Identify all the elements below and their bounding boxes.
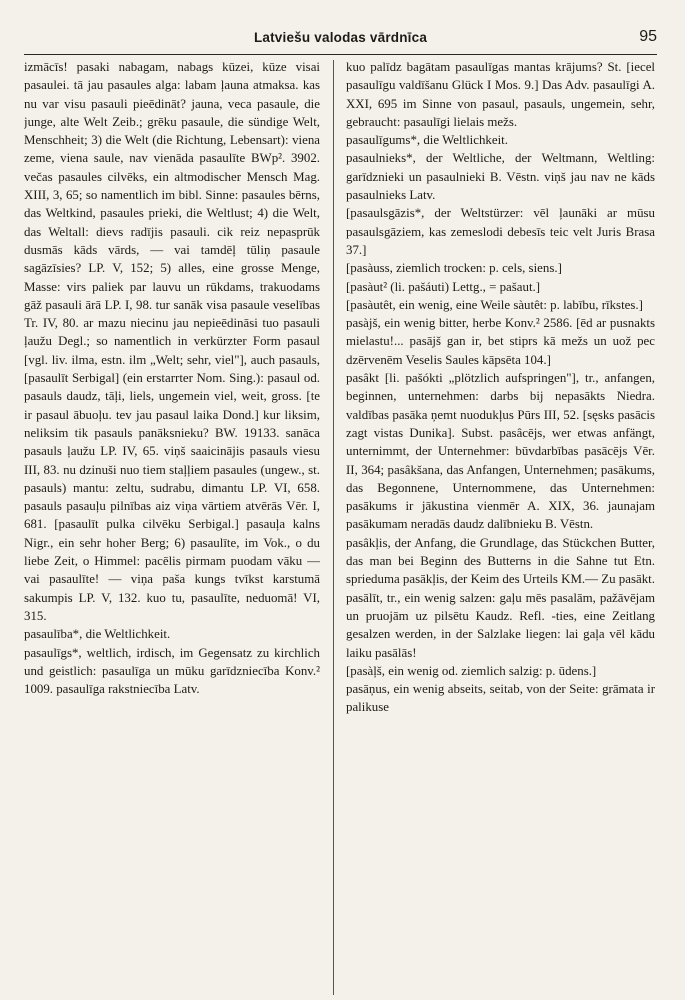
right-column [346, 58, 655, 988]
entry-pasalit: pasālīt, tr., ein wenig salzen: gaļu mēs pasalām, pažāvējam un pruojām uz pilsētu Kaudz. Refl. -ties, eine Zeitlang gesalzen werden, in der Salzlake liegen: lai gaļa vēl kādu laiku pasālās! [346, 590, 655, 660]
entry-pasaulsgazis: [pasaulsgāzis*, der Weltstürzer: vēl ļaunāki ar mūsu pasaulsgāziem, kas zemeslodi debesīs teic velt Juris Brasa 37.] [346, 206, 655, 257]
entry-pasaut: [pasàut² (li. pašáuti) Lettg., = pašaut.] [346, 279, 541, 294]
entry-pasautet: [pasàutêt, ein wenig, eine Weile sàutêt: p. labību, rīkstes.] [346, 297, 643, 312]
page-number: 95 [639, 28, 657, 45]
entry-pasauliba: pasaulība*, die Weltlichkeit. [24, 627, 171, 642]
entry-pasanus: pasāņus, ein wenig abseits, seitab, von der Seite: grāmata ir palikuse [346, 682, 655, 715]
entry-pasaulnieks: pasaulnieks*, der Weltliche, der Weltmann, Weltling: garīdznieki un pasaulnieki B. Vēstn. viņš jau nav ne kāds pasaulnieks Latv. [346, 151, 655, 203]
entry-pasauligs-continued: kuo palīdz bagātam pasaulīgas mantas krājums? St. [iecel pasaulīgu valdīšanu Glück I Mos. 9.] Das Adv. pasaulīgi A. XXI, 695 im Sinne von pasaul, pasauls, ungemein, sehr, gebraucht: pasaulīgi lielais mežs. [346, 60, 655, 129]
column-divider [333, 60, 334, 995]
entry-pasajs: pasàjš, ein wenig bitter, herbe Konv.² 2586. [ēd ar pusnakts mielastu!... pasājš gan ir, bet stiprs kā mežs un uož pec dzērvenēm Veselis Saules kāpsēta 104.] [346, 316, 655, 367]
running-title: Latviešu valodas vārdnīca [253, 30, 428, 45]
entry-pasaule-continued: izmācīs! pasaki nabagam, nabags kūzei, kūze visai pasaulei. tā jau pasaules alga: labam ļauna atmaksa. kas nu var visu pasauli pieēdināt? jauna, veca pasaule, die junge, alte Welt Zeib.; grēku pasaule, die sündige Welt, Menschheit; 3) die Welt (die Richtung, Lebensart): viena zeme, viena saule, nav vienāda pasaulīte BWp². 3902. večas pasaules cilvēks, ein altmodischer Mensch Mag. XIII, 3, 65; so namentlich im bibl. Sinne: pasaules bērns, das Weltkind, pasaules prieki, die Weltlust; 4) die Welt, das Weltall: dievs radījis pasauli. cik reiz nepasprūk dusmās kāds vārds, — vai tamdēļ tūliņ pasaule sagāzīsies? LP. V, 152; 5) alles, eine grosse Menge, Masse: virs paliek par lauvu un rūkdams, trakuodams gāž pasauli ārā LP. I, 98. tur sanāk visa pasaule veselības Tr. IV, 80. ar mazu niecinu jau nepieēdināsi tuo pasauli ļaužu Degl.; so namentlich in verkürzter Form pasaul [vgl. liv. ilma, estn. ilm „Welt; sehr, viel"], auch pasauls, [pasaulīt Serbigal] (ein erstarrter Nom. Sing.): pasaul od. pasauls daudz, tāļi, liels, ungemein viel, weit, gross. [te ir pasaul ābuoļu. tev jau pasaul laika Dond.] kur liksim, neliksim tik pasauls panāksnieku? BW. 19133. sanāca pasauls ļaužu LP. IV, 65. viņš saaicinājis pasauls viesu III, 83. nu dzinuši nuo tiem staļļiem pasaules (ungew., st. pasauls) mantu: zeltu, sudrabu, dimantu LP. VI, 658. pasauls pasauļu pilnības aiz viņa vārtiem atvērās Vēr. I, 681. [pasaulīt pulka cilvēku Serbigal.] pasauļa kalns Nigr., ein sehr hoher Berg; 6) pasaulīte, im Vok., o du liebe Zeit, o Himmel: pacēlis pirmam puodam vāku — vai pasaulīte! — viņa paša kungs tvīkst karstumā sakumpis LP. V, 132. kuo tu, pasaulīte, neduomā! VI, 315. [24, 60, 320, 623]
page-header [24, 28, 657, 55]
entry-pasals: [pasàļš, ein wenig od. ziemlich salzig: p. ūdens.] [346, 663, 597, 678]
left-column [24, 58, 320, 988]
entry-pasauss: [pasàuss, ziemlich trocken: p. cels, siens.] [346, 261, 562, 276]
entry-pasauligums: pasaulīgums*, die Weltlichkeit. [346, 133, 508, 148]
entry-pasauligs: pasaulīgs*, weltlich, irdisch, im Gegensatz zu kirchlich und geistlich: pasaulīga un mūku garīdzniecība Konv.² 1009. pasaulīga rakstniecība Latv. [24, 645, 320, 697]
entry-pasaklis: pasâkļis, der Anfang, die Grundlage, das Stückchen Butter, das man bei Beginn des Butterns in die Sahne tut Etn. sprieduma pasākļis, der Keim des Urteils KM.— Zu pasākt. [346, 535, 655, 587]
entry-pasakt: pasâkt [li. pašókti „plötzlich aufspringen"], tr., anfangen, beginnen, unternehmen: darbs bij nepasākts Niedra. valdības pasāka ņemt nuodukļus Pūrs III, 52. [sęsks pasācis zagt vistas Dunika]. Subst. pasâcējs, wer etwas anfängt, unternimmt, der Unternehmer: būvdarbības pasācējs Vēr. II, 364; pasâkšana, das Anfangen, Unternehmen; pasākums, das Begonnene, Unternommene, das Unternehmen: pasākums ir jākustina vienmēr A. XIX, 36. jaunajam pasākumam neradās daudz dalībnieku B. Vēstn. [346, 371, 655, 532]
